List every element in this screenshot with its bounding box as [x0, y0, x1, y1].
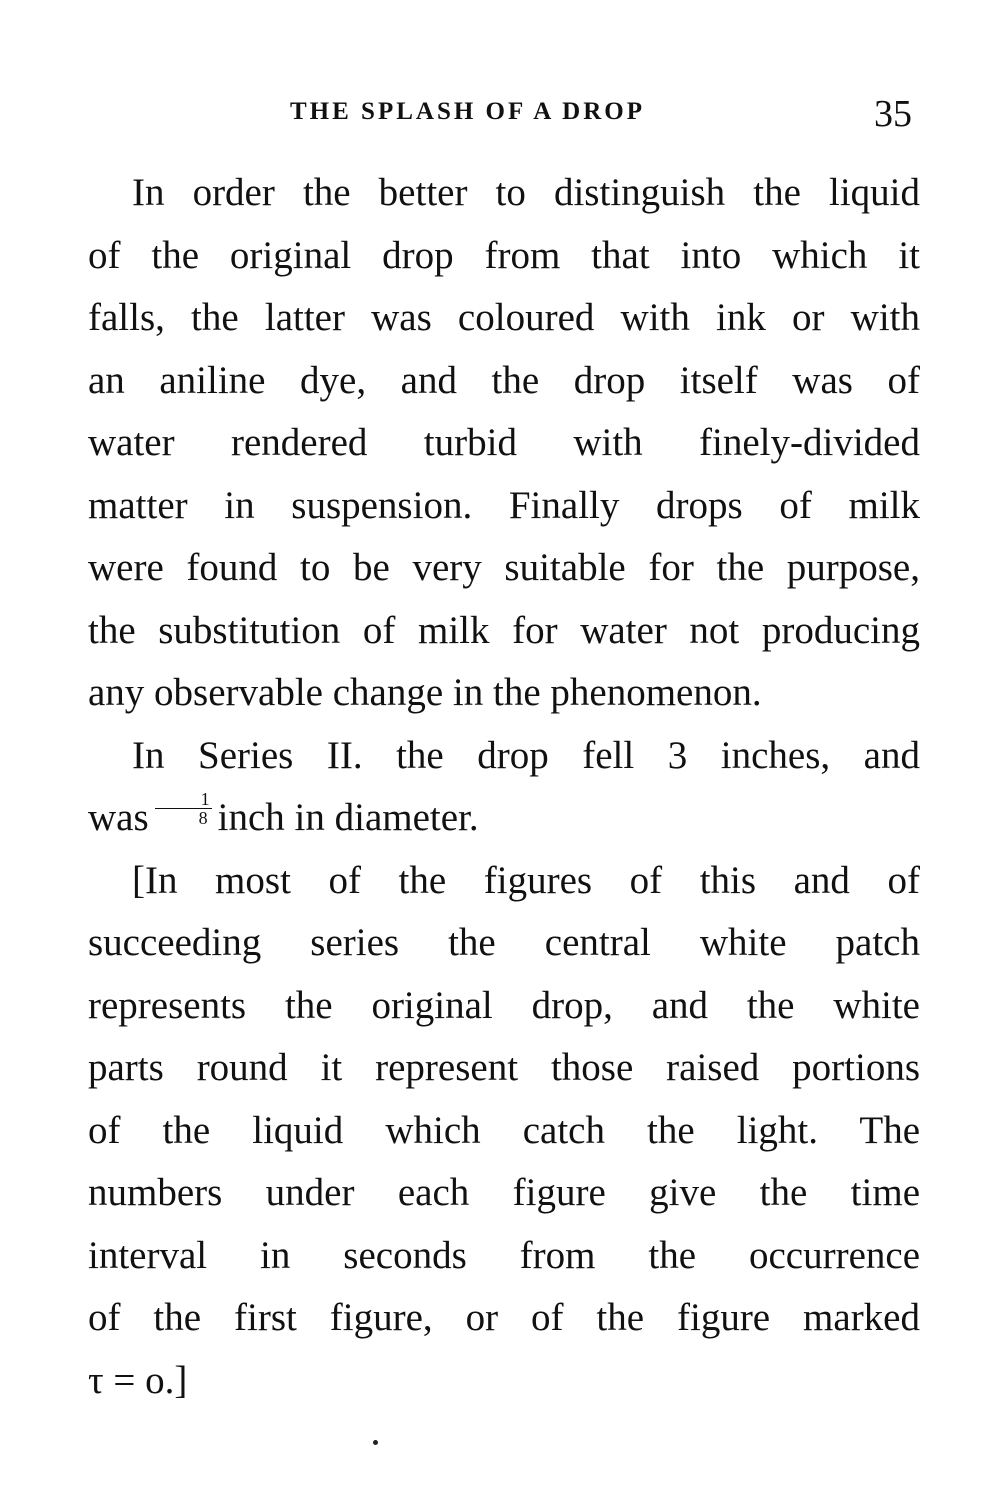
text-line: In order the better to distinguish the liquid [132, 171, 920, 214]
text-line: the substitution of milk for water not producing [88, 608, 920, 652]
text-fragment: was [88, 796, 149, 839]
body-text [88, 162, 920, 1412]
paragraph-3 [88, 850, 920, 1413]
running-title: THE SPLASH OF A DROP [290, 98, 645, 125]
fraction-numerator: 1 [155, 790, 212, 809]
text-line: [In most of the figures of this and of [132, 858, 920, 902]
fraction-denominator: 8 [198, 808, 208, 828]
paragraph-1 [88, 162, 920, 725]
text-line: parts round it represent those raised portions [88, 1046, 920, 1089]
text-line-with-fraction [44, 787, 920, 850]
text-line: interval in seconds from the occurrence [88, 1233, 920, 1277]
paragraph-2 [88, 725, 920, 850]
text-fragment: inch in diameter. [217, 796, 479, 839]
text-line: an aniline dye, and the drop itself was of [88, 358, 920, 402]
text-line: of the original drop from that into which it [88, 233, 920, 277]
text-line: of the first figure, or of the figure marked [88, 1296, 920, 1339]
text-line: matter in suspension. Finally drops of milk [88, 483, 920, 527]
text-line: falls, the latter was coloured with ink or with [88, 296, 920, 339]
text-line: τ = o.] [88, 1358, 188, 1402]
fraction-one-eighth [155, 790, 212, 827]
running-head [90, 92, 920, 142]
ink-speck [373, 1440, 378, 1445]
text-line: numbers under each figure give the time [88, 1171, 920, 1214]
page-number: 35 [874, 93, 912, 135]
text-line: In Series II. the drop fell 3 inches, and [132, 733, 920, 777]
text-line: were found to be very suitable for the purpose, [88, 546, 920, 589]
text-line: represents the original drop, and the white [88, 983, 920, 1027]
text-line: succeeding series the central white patch [88, 921, 920, 964]
text-line: water rendered turbid with finely-divided [88, 421, 920, 464]
text-line: of the liquid which catch the light. The [88, 1108, 920, 1152]
text-line: any observable change in the phenomenon. [88, 671, 762, 714]
